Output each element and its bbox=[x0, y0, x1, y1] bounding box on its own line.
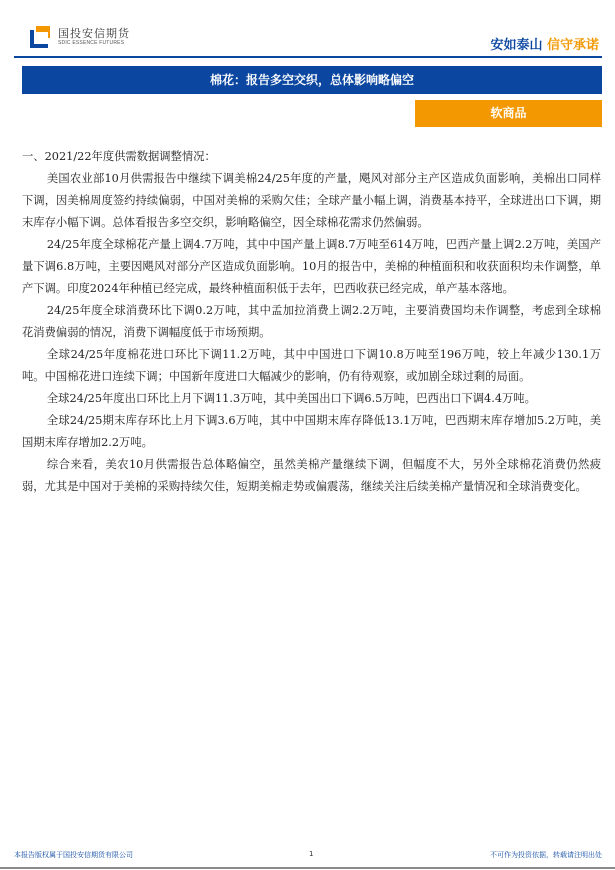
section-heading: 一、2021/22年度供需数据调整情况： bbox=[22, 150, 216, 163]
company-logo bbox=[30, 26, 130, 48]
report-body bbox=[22, 146, 601, 498]
paragraph-summary: 美国农业部10月供需报告中继续下调美棉24/25年度的产量，飓风对部分主产区造成负面影响，美棉出口同样下调，因美棉周度签约持续偏弱，中国对美棉的采购欠佳；全球产量小幅上调，消费基本持平，全球进出口下调，期末库存小幅下调。总体看报告多空交织，影响略偏空，因全球棉花需求仍然偏弱。 bbox=[22, 172, 601, 229]
report-title-banner: 棉花：报告多空交织，总体影响略偏空 bbox=[22, 66, 602, 94]
footer-divider bbox=[0, 867, 615, 869]
disclaimer: 不可作为投资依据，转载请注明出处 bbox=[490, 851, 602, 859]
logo-chinese-name: 国投安信期货 bbox=[58, 26, 130, 40]
paragraph-conclusion: 综合来看，美农10月供需报告总体略偏空，虽然美棉产量继续下调，但幅度不大，另外全球棉花消费仍然疲弱，尤其是中国对于美棉的采购持续欠佳，短期美棉走势或偏震荡，继续关注后续美棉产量情况和全球消费变化。 bbox=[22, 458, 601, 493]
paragraph-consumption: 24/25年度全球消费环比下调0.2万吨，其中孟加拉消费上调2.2万吨，主要消费国均未作调整，考虑到全球棉花消费偏弱的情况，消费下调幅度低于市场预期。 bbox=[22, 304, 601, 339]
category-tag: 软商品 bbox=[415, 100, 602, 127]
paragraph-ending-stocks: 全球24/25期末库存环比上月下调3.6万吨，其中中国期末库存降低13.1万吨，巴西期末库存增加5.2万吨，美国期末库存增加2.2万吨。 bbox=[22, 414, 601, 449]
paragraph-imports: 全球24/25年度棉花进口环比下调11.2万吨，其中中国进口下调10.8万吨至196万吨，较上年减少130.1万吨。中国棉花进口连续下调；中国新年度进口大幅减少的影响，仍有待观察，或加剧全球过剩的局面。 bbox=[22, 348, 601, 383]
paragraph-exports: 全球24/25年度出口环比上月下调11.3万吨，其中美国出口下调6.5万吨，巴西出口下调4.4万吨。 bbox=[46, 392, 536, 405]
logo-english-name: SDIC ESSENCE FUTURES bbox=[58, 39, 125, 46]
slogan bbox=[490, 34, 599, 53]
slogan-part-1: 安如泰山 bbox=[490, 38, 543, 53]
logo-mark-icon bbox=[30, 26, 52, 48]
header-divider bbox=[14, 56, 602, 58]
copyright-notice: 本报告版权属于国投安信期货有限公司 bbox=[14, 851, 133, 859]
page-number: 1 bbox=[309, 850, 314, 858]
paragraph-production: 24/25年度全球棉花产量上调4.7万吨，其中中国产量上调8.7万吨至614万吨，巴西产量上调2.2万吨，美国产量下调6.8万吨，主要因飓风对部分产区造成负面影响。10月的报告中，美棉的种植面积和收获面积均未作调整，单产下调。印度2024年种植已经完成，最终种植面积低于去年，巴西收获已经完成，单产基本落地。 bbox=[22, 238, 601, 295]
slogan-part-2: 信守承诺 bbox=[546, 38, 599, 53]
